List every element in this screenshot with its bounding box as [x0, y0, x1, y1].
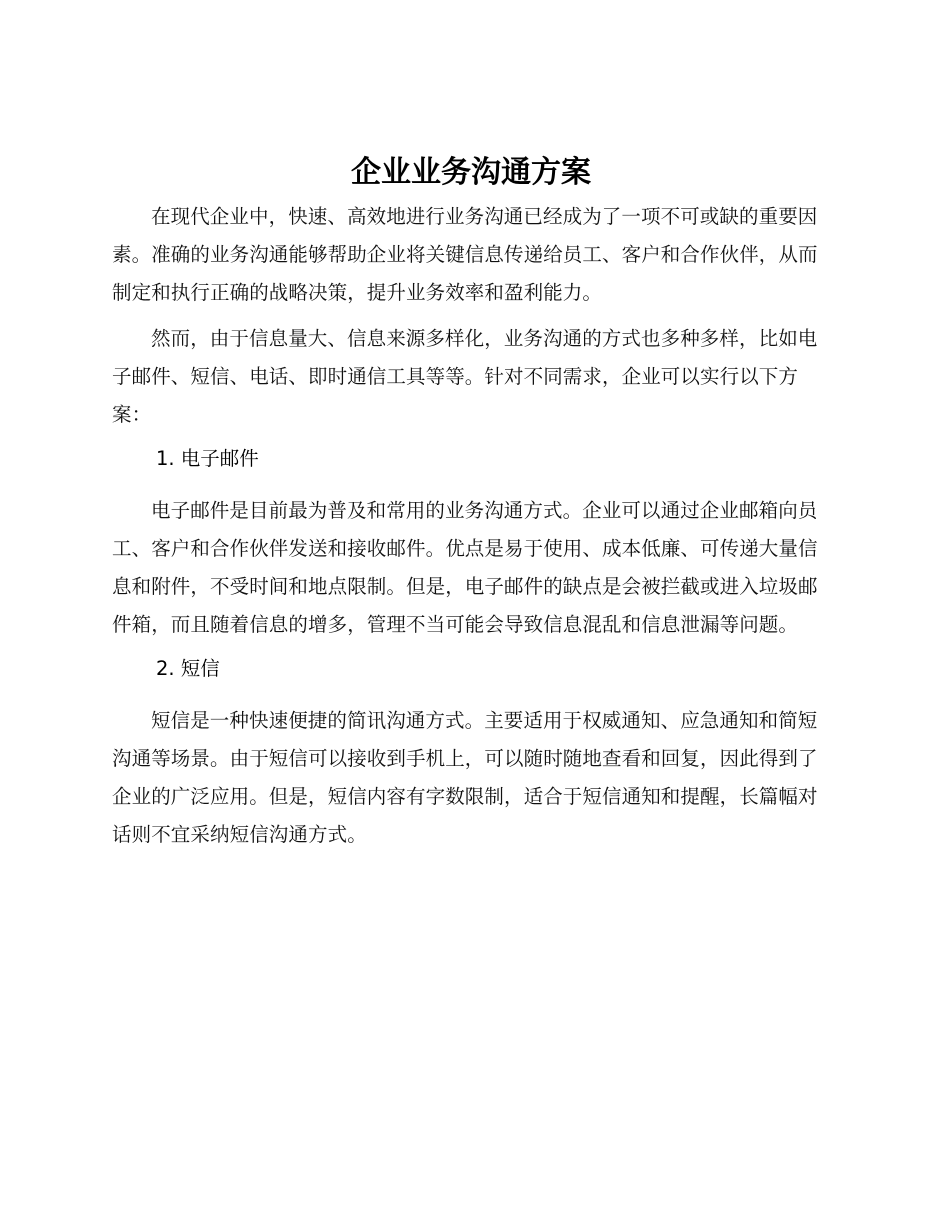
intro-paragraph-1: 在现代企业中，快速、高效地进行业务沟通已经成为了一项不可或缺的重要因素。准确的业务沟通能够帮助企业将关键信息传递给员工、客户和合作伙伴，从而制定和执行正确的战略决策，提升业务效率和盈利能力。 [112, 205, 818, 304]
section-body-email: 电子邮件是目前最为普及和常用的业务沟通方式。企业可以通过企业邮箱向员工、客户和合作伙伴发送和接收邮件。优点是易于使用、成本低廉、可传递大量信息和附件，不受时间和地点限制。但是，电子邮件的缺点是会被拦截或进入垃圾邮件箱，而且随着信息的增多，管理不当可能会导致信息混乱和信息泄漏等问题。 [112, 499, 818, 636]
section-heading-sms: 2. 短信 [156, 657, 220, 680]
intro-paragraph-2: 然而，由于信息量大、信息来源多样化，业务沟通的方式也多种多样，比如电子邮件、短信、电话、即时通信工具等等。针对不同需求，企业可以实行以下方案： [112, 327, 818, 426]
section-body-sms: 短信是一种快速便捷的简讯沟通方式。主要适用于权威通知、应急通知和简短沟通等场景。由于短信可以接收到手机上，可以随时随地查看和回复，因此得到了企业的广泛应用。但是，短信内容有字数限制，适合于短信通知和提醒，长篇幅对话则不宜采纳短信沟通方式。 [112, 709, 818, 846]
section-heading-email: 1. 电子邮件 [156, 447, 259, 470]
document-page [112, 148, 830, 862]
document-title: 企业业务沟通方案 [351, 155, 591, 190]
